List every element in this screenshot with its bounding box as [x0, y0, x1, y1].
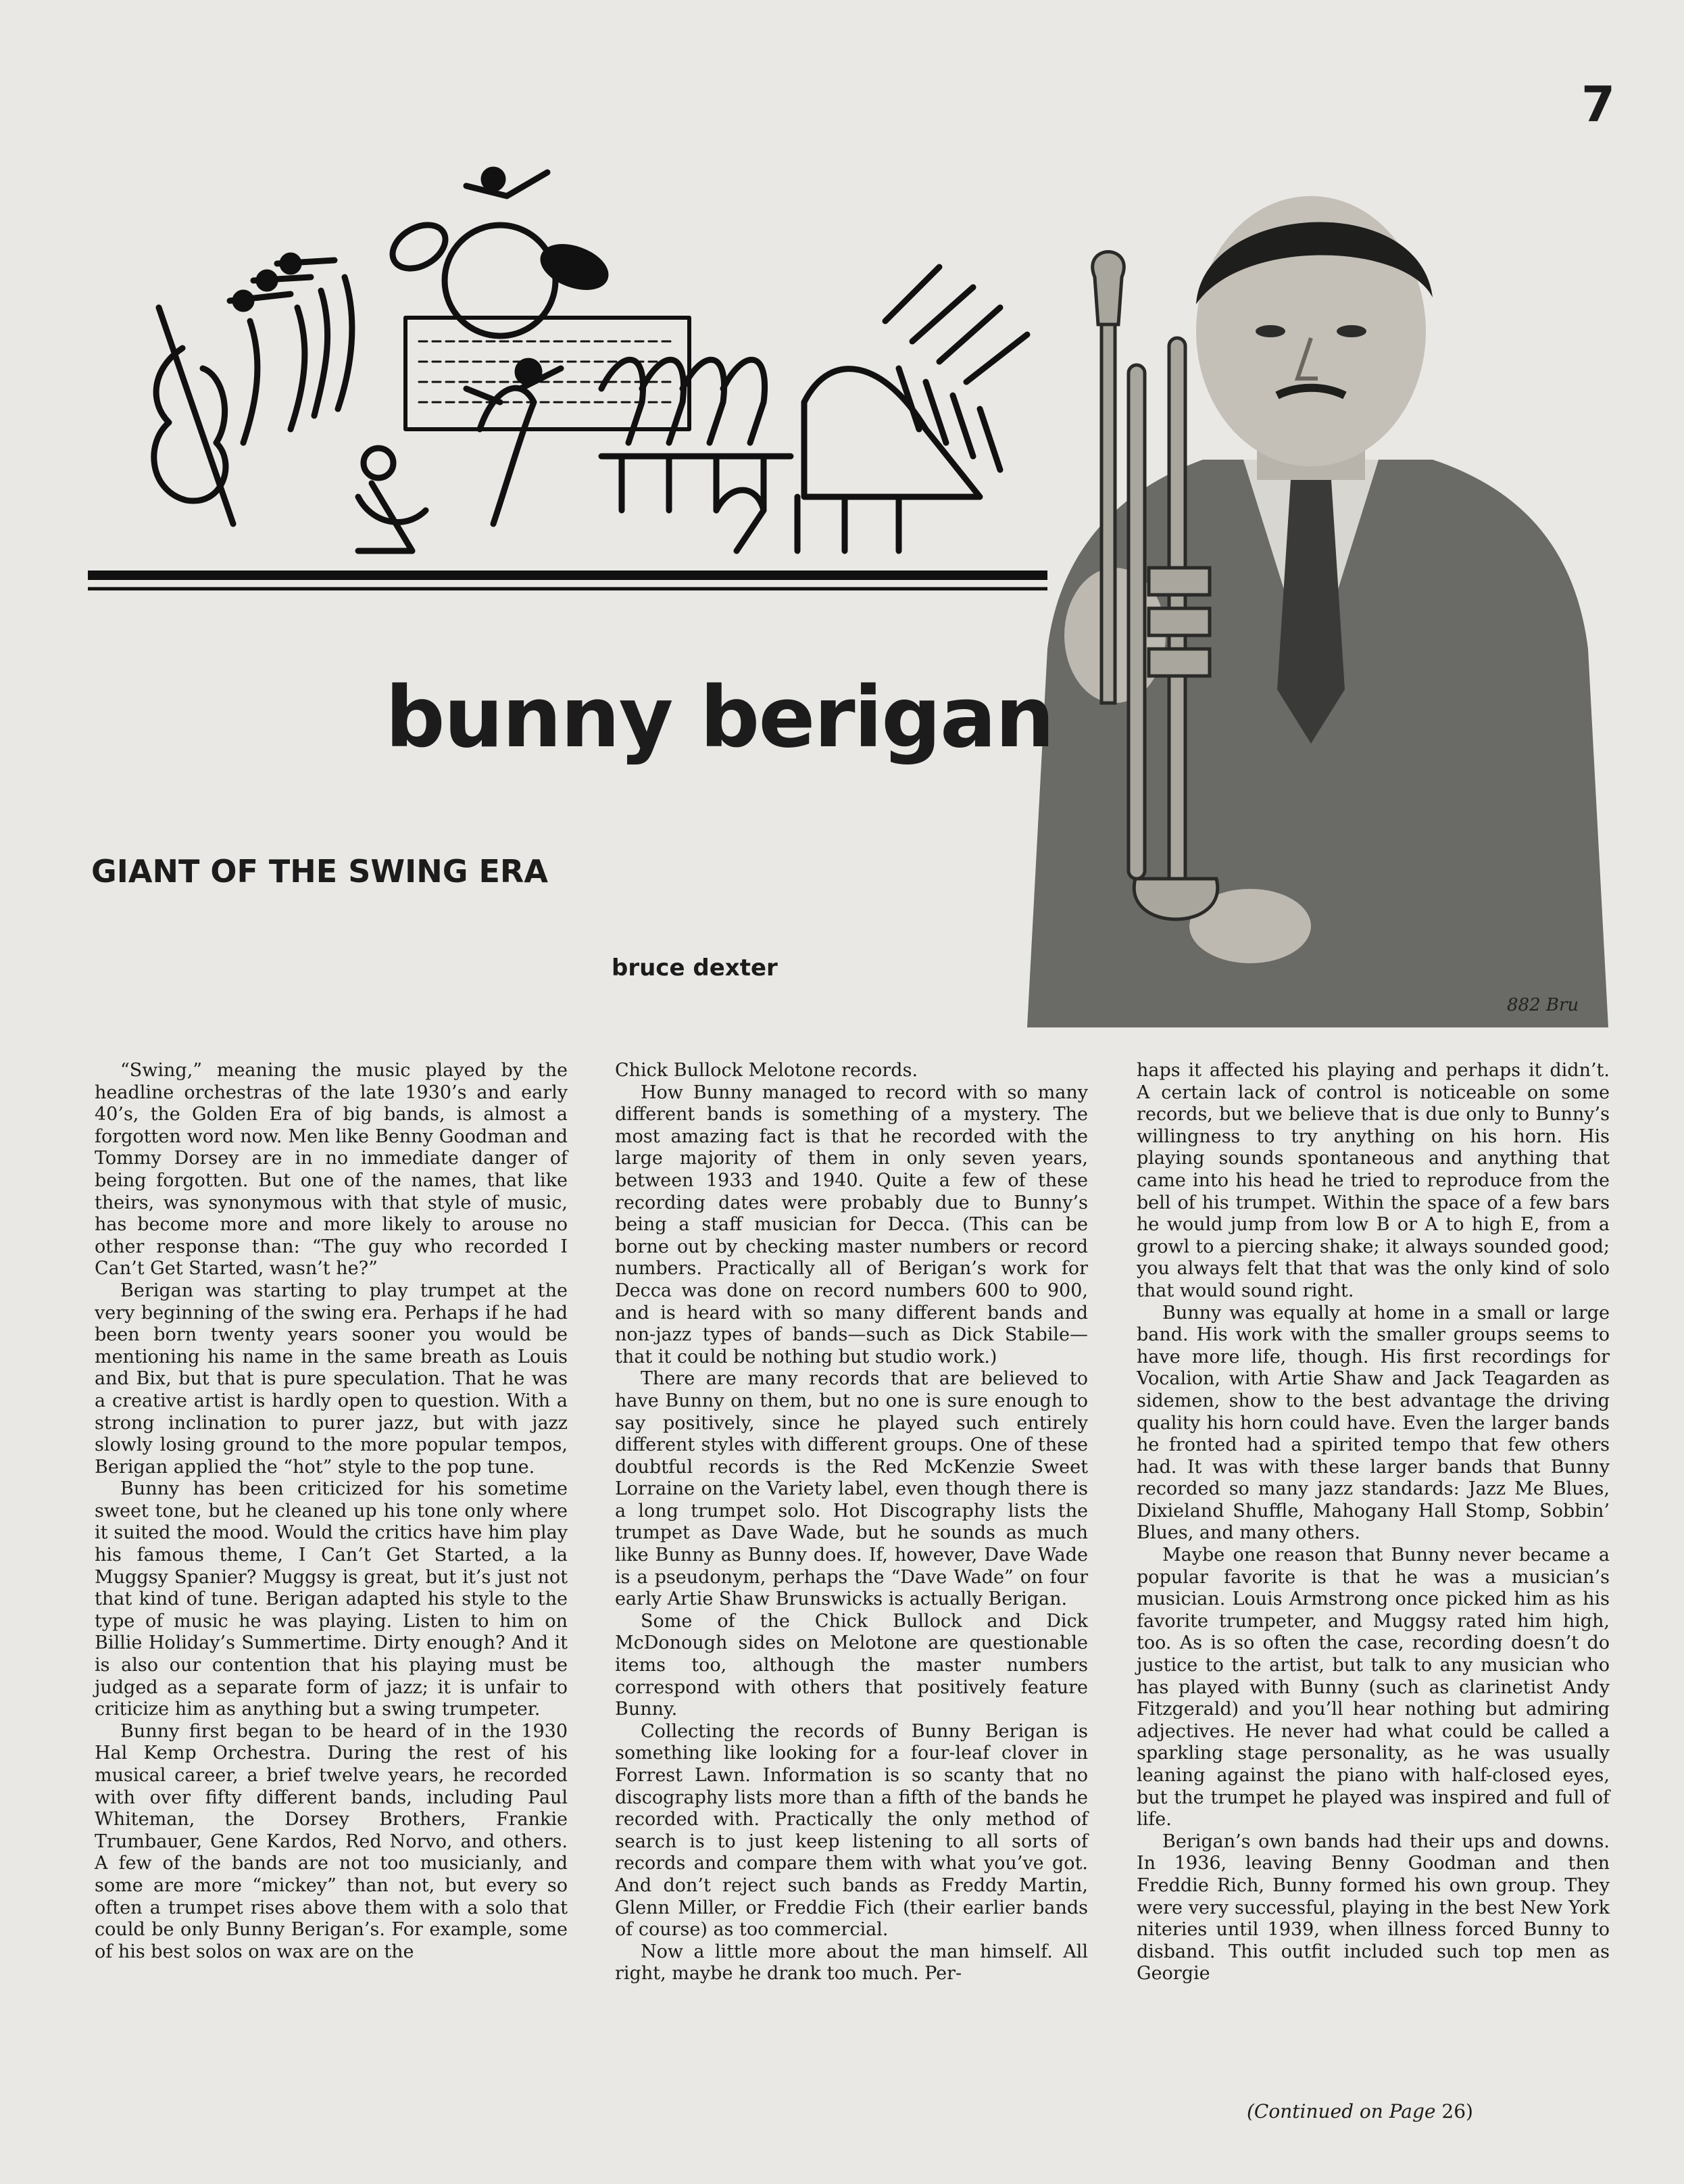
continued-page: 26	[1441, 2100, 1466, 2122]
paragraph: Berigan was starting to play trumpet at the very beginning of the swing era. Perhaps if he had been born twenty years sooner you would be mentioning his name in the same breath as Louis and Bix, but that is pure speculation. That he was a creative artist is hardly open to question. With a strong inclination to purer jazz, but with jazz slowly losing ground to the more popular tempos, Berigan applied the “hot” style to the pop tune.	[95, 1280, 568, 1478]
continued-label: (Continued on Page	[1247, 2100, 1436, 2122]
swing-band-illustration	[88, 145, 1047, 591]
article-subtitle: GIANT OF THE SWING ERA	[91, 853, 548, 890]
article-title: bunny berigan	[385, 669, 1054, 767]
continued-close: )	[1466, 2100, 1473, 2122]
artist-signature: 882 Bru	[1507, 995, 1579, 1015]
paragraph: Berigan’s own bands had their ups and downs. In 1936, leaving Benny Goodman and then Freddie Rich, Bunny formed his own group. They were very successful, playing in the best New York niteries until 1939, when illness forced Bunny to disband. This outfit included such top men as Georgie	[1137, 1830, 1610, 1985]
paragraph: Maybe one reason that Bunny never became a popular favorite is that he was a musician’s musician. Louis Armstrong once picked him as his favorite trumpeter, and Muggsy rated him high, too. As is so often the case, recording doesn’t do justice to the artist, but talk to any musician who has played with Bunny (such as clarinetist Andy Fitzgerald) and you’ll hear nothing but admiring adjectives. He never had what could be called a sparkling stage personality, as he was usually leaning against the piano with half-closed eyes, but the trumpet he played was inspired and full of life.	[1137, 1545, 1610, 1830]
paragraph: Collecting the records of Bunny Berigan is something like looking for a four-leaf clover in Forrest Lawn. Information is so scanty that no discography lists more than a fifth of the bands he recorded with. Practically the only method of search is to just keep listening to all sorts of records and compare them with what you’ve got. And don’t reject such bands as Freddy Martin, Glenn Miller, or Freddie Fich (their earlier bands of course) as too commercial.	[615, 1720, 1088, 1941]
paragraph: Bunny was equally at home in a small or large band. His work with the smaller groups seems to have more life, though. His first recordings for Vocalion, with Artie Shaw and Jack Teagarden as sidemen, show to the best advantage the driving quality his horn could have. Even the larger bands he fronted had a spirited tempo that few others had. It was with these larger bands that Bunny recorded so many jazz standards: Jazz Me Blues, Dixieland Shuffle, Mahogany Hall Stomp, Sobbin’ Blues, and many others.	[1137, 1302, 1610, 1544]
paragraph: Some of the Chick Bullock and Dick McDonough sides on Melotone are questionable items too, although the master numbers correspond with others that positively feature Bunny.	[615, 1610, 1088, 1720]
paragraph: Now a little more about the man himself. All right, maybe he drank too much. Per-	[615, 1941, 1088, 1985]
paragraph: Bunny has been criticized for his sometime sweet tone, but he cleaned up his tone only where it suited the mood. Would the critics have him play his famous theme, I Can’t Get Started, a la Muggsy Spanier? Muggsy is great, but it’s just not that kind of tune. Berigan adapted his style to the type of music he was playing. Listen to him on Billie Holiday’s Summertime. Dirty enough? And it is also our contention that his playing must be judged as a separate form of jazz; it is unfair to criticize him as anything but a swing trumpeter.	[95, 1478, 568, 1720]
paragraph: Chick Bullock Melotone records.	[615, 1060, 918, 1081]
page-number: 7	[1581, 76, 1616, 132]
paragraph: How Bunny managed to record with so many different bands is something of a mystery. The most amazing fact is that he recorded with the large majority of them in only seven years, between 1933 and 1940. Quite a few of these recording dates were probably due to Bunny’s being a staff musician for Decca. (This can be borne out by checking master numbers or record numbers. Practically all of Berigan’s work for Decca was done on record numbers 600 to 900, and is heard with so many different bands and non-jazz types of bands—such as Dick Stabile—that it could be nothing but studio work.)	[615, 1082, 1088, 1367]
paragraph: haps it affected his playing and perhaps it didn’t. A certain lack of control is noticeable on some records, but we believe that is due only to Bunny’s willingness to try anything on his horn. His playing sounds spontaneous and anything that came into his head he tried to reproduce from the bell of his trumpet. Within the space of a few bars he would jump from low B or A to high E, from a growl to a piercing shake; it always sounded good; you always felt that that was the only kind of solo that would sound right.	[1137, 1060, 1610, 1301]
paragraph: “Swing,” meaning the music played by the headline orchestras of the late 1930’s and early 40’s, the Golden Era of big bands, is almost a forgotten word now. Men like Benny Goodman and Tommy Dorsey are in no immediate danger of being forgotten. But one of the names, that like theirs, was synonymous with that style of music, has become more and more likely to arouse no other response than: “The guy who recorded I Can’t Get Started, wasn’t he?”	[95, 1060, 568, 1280]
paragraph: Bunny first began to be heard of in the 1930 Hal Kemp Orchestra. During the rest of his musical career, a brief twelve years, he recorded with over fifty different bands, including Paul Whiteman, the Dorsey Brothers, Frankie Trumbauer, Gene Kardos, Red Norvo, and others. A few of the bands are not too musicianly, and some are more “mickey” than not, but every so often a trumpet rises above them with a solo that could be only Bunny Berigan’s. For example, some of his best solos on wax are on the	[95, 1720, 568, 1962]
article-column-3	[1137, 1060, 1610, 1985]
article-column-1	[95, 1060, 568, 1963]
article-column-2	[615, 1060, 1088, 1985]
author-byline: bruce dexter	[612, 954, 778, 981]
paragraph: There are many records that are believed to have Bunny on them, but no one is sure enough to say positively, since he played such entirely different styles with different groups. One of these doubtful records is the Red McKenzie Sweet Lorraine on the Variety label, even though there is a long trumpet solo. Hot Discography lists the trumpet as Dave Wade, but he sounds as much like Bunny as Bunny does. If, however, Dave Wade is a pseudonym, perhaps the “Dave Wade” on four early Artie Shaw Brunswicks is actually Berigan.	[615, 1368, 1088, 1610]
continued-note	[1247, 2100, 1473, 2122]
trumpeter-portrait	[1000, 162, 1608, 1027]
